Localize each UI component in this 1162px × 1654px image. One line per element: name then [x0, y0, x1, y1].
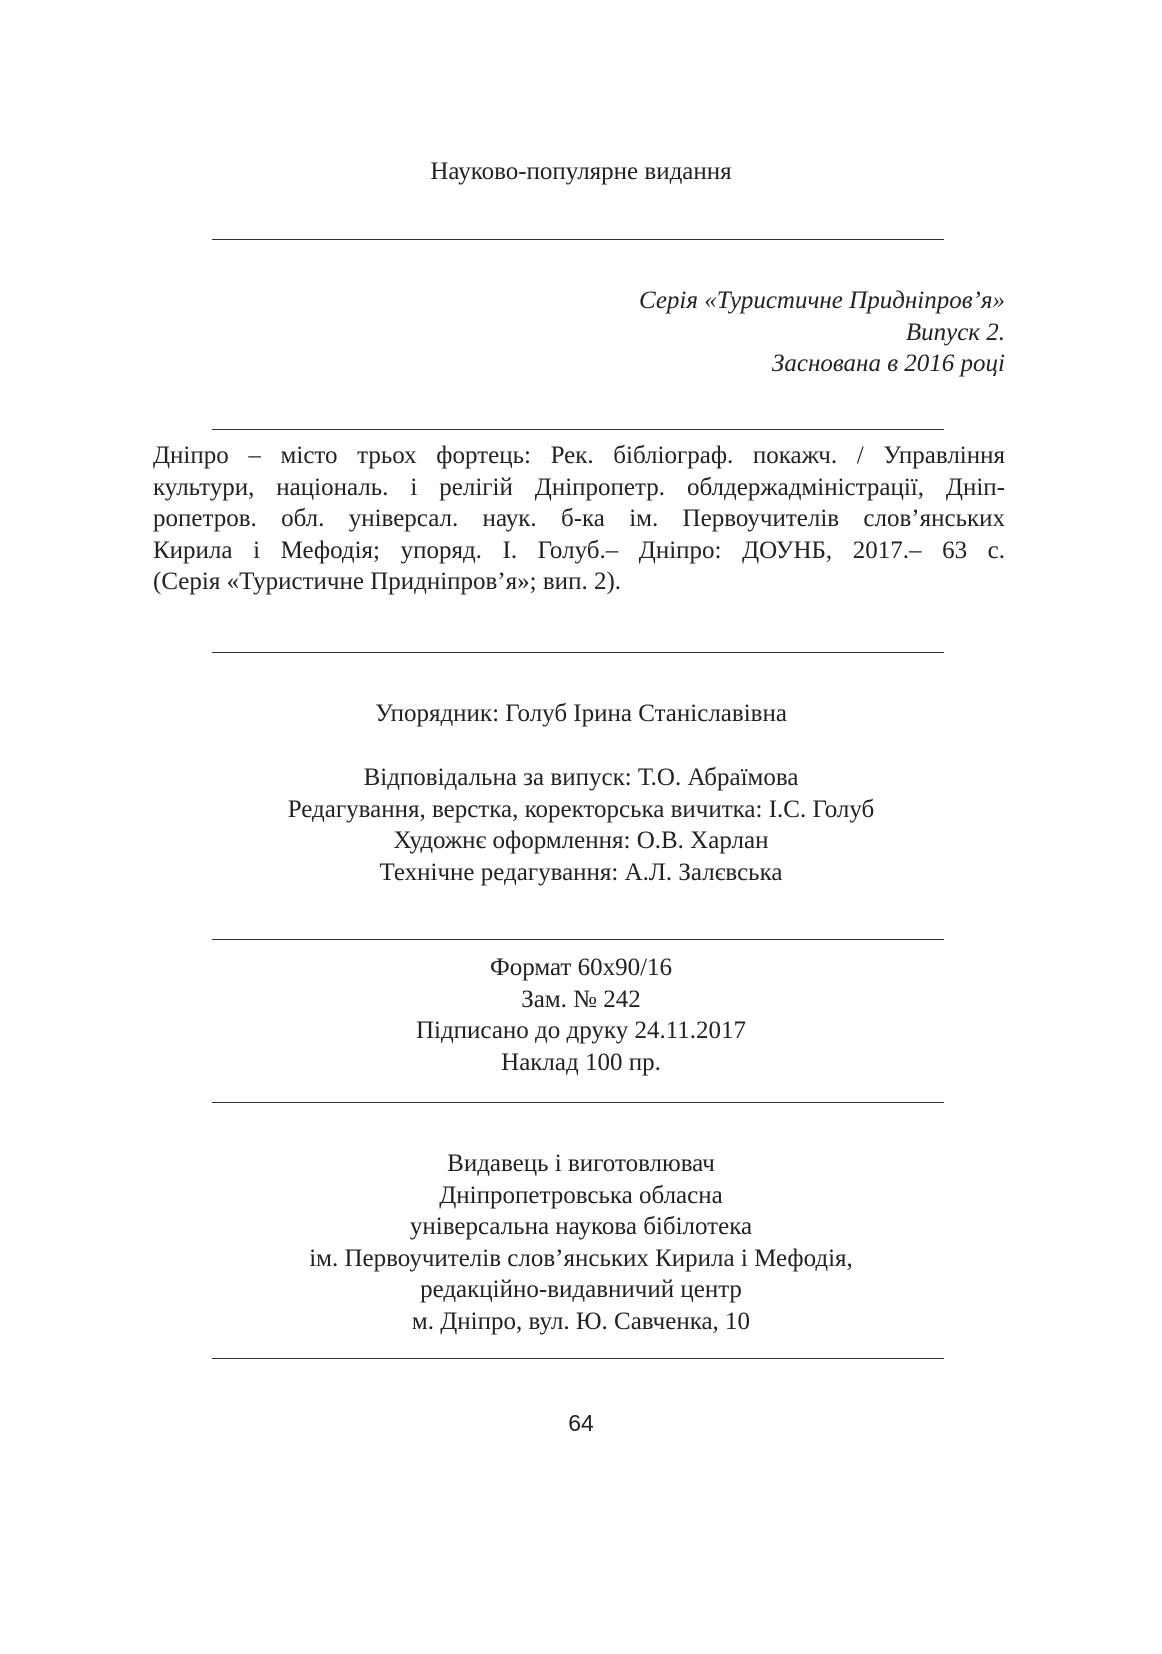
print-details	[0, 952, 1162, 1078]
publisher-line: універсальна наукова бібілотека	[409, 1213, 753, 1240]
credit-line: Редагування, верстка, коректорська вичитка: І.С. Голуб	[287, 795, 875, 823]
divider-3	[212, 652, 944, 653]
credit-line: Художнє оформлення: О.В. Харлан	[393, 827, 769, 854]
biblio-line: культури, національ. і релігій Дніпропетр. облдержадміністрації, Дніп-	[153, 473, 1005, 501]
divider-4	[212, 939, 944, 940]
series-issue: Випуск 2.	[905, 318, 1005, 346]
credit-line: Відповідальна за випуск: Т.О. Абраїмова	[363, 764, 799, 791]
biblio-line: ропетров. обл. універсал. наук. б-ка ім. Первоучителів слов’янських	[153, 505, 1005, 532]
page-number: 64	[568, 1410, 594, 1436]
print-signed: Підписано до друку 24.11.2017	[415, 1017, 747, 1044]
print-order: Зам. № 242	[521, 985, 641, 1013]
biblio-line: Кирила і Мефодія; упоряд. І. Голуб.– Дніпро: ДОУНБ, 2017.– 63 с.	[153, 536, 1005, 564]
credits-block	[0, 762, 1162, 888]
publisher-line: редакційно-видавничий центр	[420, 1276, 742, 1303]
publisher-line: Видавець і виготовлювач	[447, 1150, 715, 1177]
series-title: Серія «Туристичне Придніпров’я»	[638, 287, 1005, 314]
edition-type	[0, 156, 1162, 188]
series-block	[540, 285, 1005, 380]
print-format: Формат 60х90/16	[489, 954, 673, 981]
biblio-line: Дніпро – місто трьох фортець: Рек. бібліограф. покажч. / Управління	[153, 442, 1005, 469]
divider-2	[212, 429, 944, 430]
divider-5	[212, 1102, 944, 1103]
compiler-text: Упорядник: Голуб Ірина Станіславівна	[375, 700, 787, 727]
publisher-line: Дніпропетровська обласна	[439, 1181, 723, 1209]
divider-1	[212, 239, 944, 240]
edition-type-text: Науково-популярне видання	[430, 158, 732, 185]
publisher-line: м. Дніпро, вул. Ю. Савченка, 10	[411, 1307, 751, 1335]
print-run: Наклад 100 пр.	[501, 1048, 661, 1076]
publisher-line: ім. Первоучителів слов’янських Кирила і Мефодія,	[309, 1244, 853, 1272]
credit-line: Технічне редагування: А.Л. Залєвська	[379, 858, 783, 886]
compiler	[0, 698, 1162, 730]
divider-6	[212, 1358, 944, 1359]
publisher-block	[0, 1148, 1162, 1337]
biblio-line: (Серія «Туристичне Придніпров’я»; вип. 2).	[153, 568, 622, 595]
bibliographic-record	[153, 440, 1005, 598]
series-founded: Заснована в 2016 році	[771, 350, 1005, 377]
